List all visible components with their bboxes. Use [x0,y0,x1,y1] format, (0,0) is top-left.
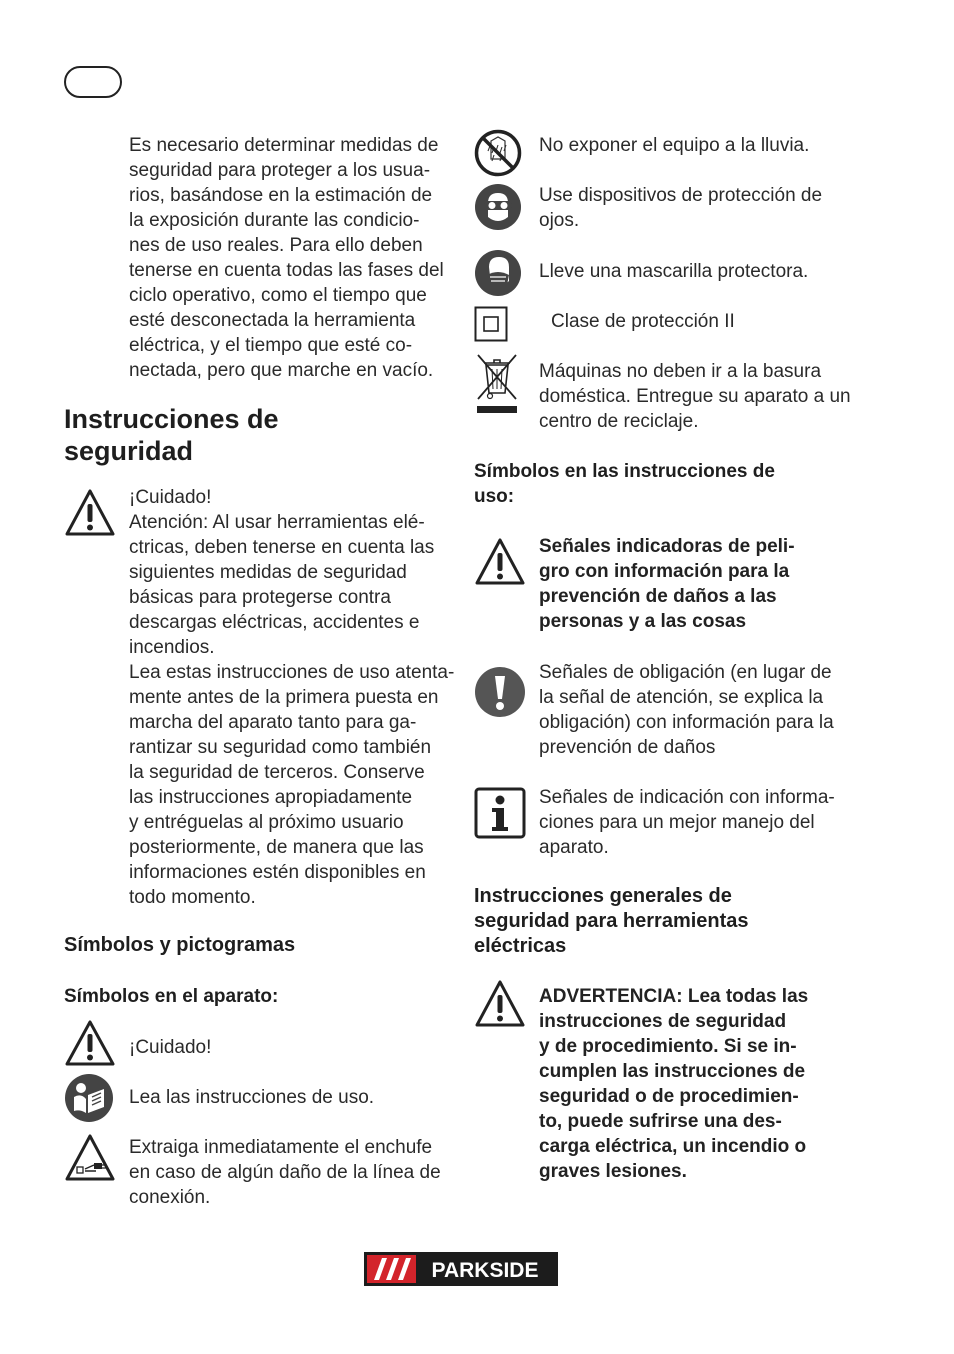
device-symbol-text: Extraiga inmediatamente el enchufe en caso de algún daño de la línea de conexión. [129,1137,441,1208]
device-symbols-title: Símbolos en el aparato: [64,986,279,1007]
warning-triangle-icon [474,537,526,587]
device-symbol-text: Lleve una mascarilla protectora. [539,261,809,282]
mask-icon [474,249,522,297]
eye-protection-icon [474,183,522,231]
language-badge [64,66,122,98]
device-symbol-text: Lea las instrucciones de uso. [129,1087,375,1108]
warning-triangle-icon [64,1019,116,1067]
brand-name: PARKSIDE [431,1259,539,1282]
parkside-logo-graphic [364,1252,558,1286]
exclamation-circle-icon [474,666,526,718]
general-safety-title: Instrucciones generales de seguridad para herramientas eléctricas [474,885,749,957]
intro-paragraph: Es necesario determinar medidas de seguridad para proteger a los usua- rios, basándose en la estimación de la exposición durante las condicio- nes de uso reales. Para ello deben tenerse en cuenta todas las fases del ciclo operativo, como el tiempo que esté desconectada la herramienta eléctrica, y el tiempo que esté co- nectada, pero que marche en vacío. [129,135,444,381]
manual-symbol-text: Señales indicadoras de peli- gro con información para la prevención de daños a las personas y a las cosas [539,536,795,632]
warning-triangle-icon [474,979,526,1029]
device-symbol-text: Máquinas no deben ir a la basura doméstica. Entregue su aparato a un centro de reciclaje. [539,361,851,432]
device-symbol-text: Clase de protección II [551,311,735,332]
manual-symbols-title: Símbolos en las instrucciones de uso: [474,461,775,507]
device-symbol-text: ¡Cuidado! [129,1037,212,1058]
device-symbol-text: No exponer el equipo a la lluvia. [539,135,810,156]
warning-text: ADVERTENCIA: Lea todas las instrucciones de seguridad y de procedimiento. Si se in- cumplen las instrucciones de seguridad o de procedimien- to, puede sufrirse una des- carga eléctrica, un incendio o graves lesiones. [539,986,809,1182]
symbols-title: Símbolos y pictogramas [64,934,296,956]
warning-triangle-icon [64,488,116,538]
section-title: Instrucciones de seguridad [64,404,279,466]
device-symbol-text: Use dispositivos de protección de ojos. [539,185,823,231]
manual-symbol-text: Señales de obligación (en lugar de la señal de atención, se explica la obligación) con información para la prevención de daños [539,662,834,758]
info-icon [474,787,526,839]
protection-class-ii-icon [474,306,508,342]
caution-paragraph: ¡Cuidado! Atención: Al usar herramientas elé- ctricas, deben tenerse en cuenta las siguientes medidas de seguridad básicas para protegerse contra descargas eléctricas, accidentes e incendios. Lea estas instrucciones de uso atenta- mente antes de la primera puesta en marcha del aparato tanto para ga- rantizar su seguridad como también la seguridad de terceros. Conserve las instrucciones apropiadamente y entréguelas al próximo usuario posteriormente, de manera que las informaciones estén disponibles en todo momento. [129,487,455,908]
manual-symbol-text: Señales de indicación con informa- ciones para un mejor manejo del aparato. [539,787,835,858]
parkside-logo [364,1252,558,1286]
unplug-warning-icon [64,1133,116,1183]
read-manual-icon [64,1073,114,1123]
no-rain-icon [474,129,522,177]
crossed-bin-icon [474,351,520,417]
